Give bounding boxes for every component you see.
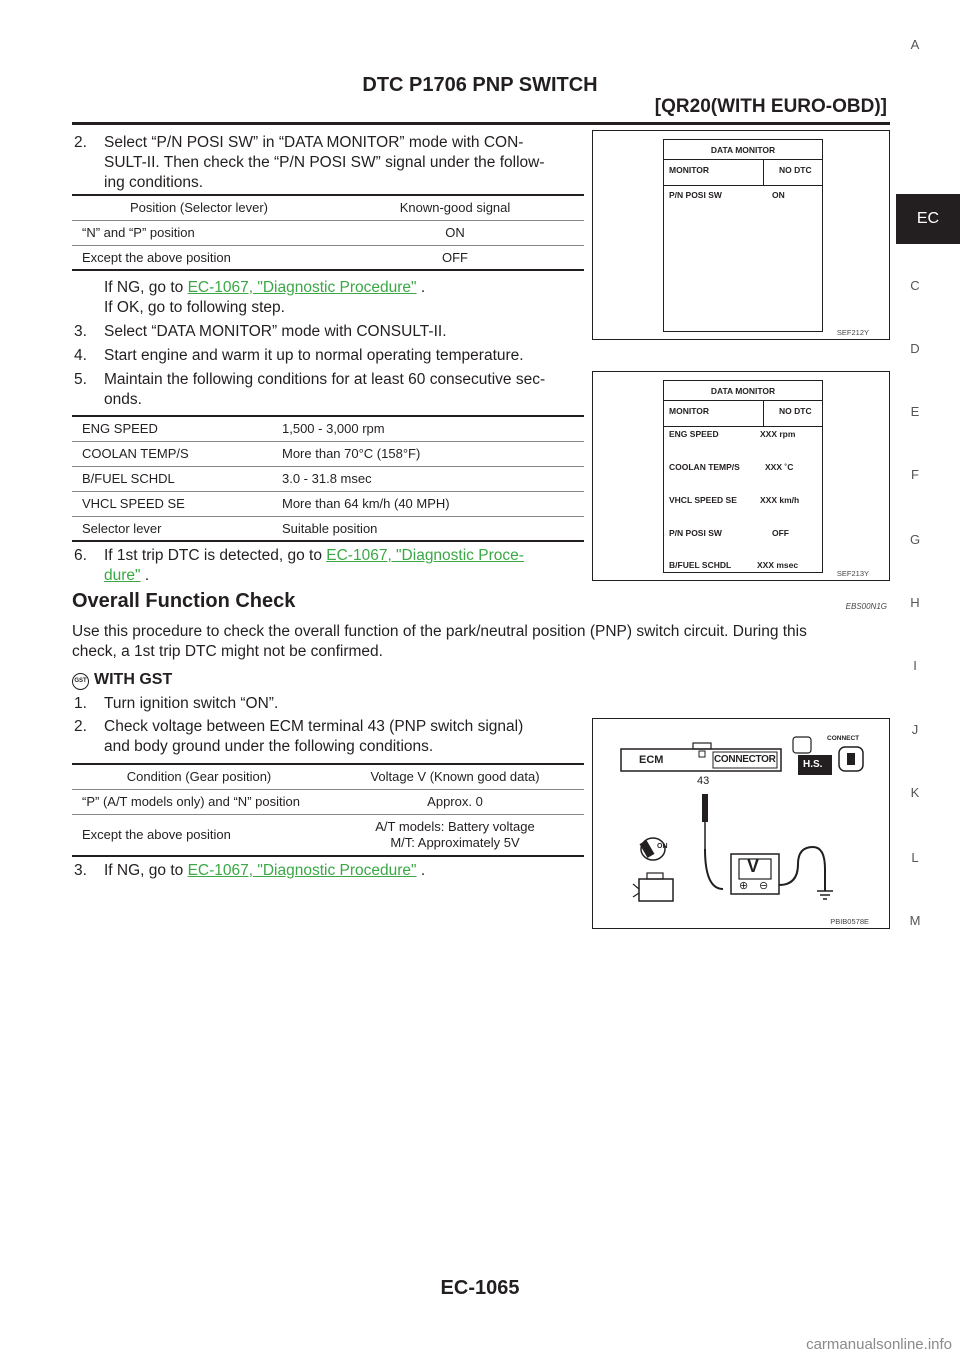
- harness-icon: [793, 737, 811, 753]
- hs-label: H.S.: [803, 759, 823, 770]
- side-tab-d[interactable]: D: [910, 341, 920, 356]
- side-tab-f[interactable]: F: [911, 467, 919, 482]
- connect-label: CONNECT: [827, 735, 860, 742]
- side-tab-l[interactable]: L: [911, 850, 919, 865]
- table-row: VHCL SPEED SE More than 64 km/h (40 MPH): [72, 491, 584, 516]
- table-row: B/FUEL SCHDL 3.0 - 31.8 msec: [72, 466, 584, 491]
- section-intro-1: Use this procedure to check the overall function of the park/neutral position (PNP) switch circuit. During this: [72, 623, 807, 640]
- step-2: 2. Select “P/N POSI SW” in “DATA MONITOR” mode with CON- SULT-II. Then check the “P/N POSI SW” signal under the follow- ing conditions.: [74, 134, 545, 191]
- side-tab-e[interactable]: E: [910, 404, 920, 419]
- probe-lead-right: [779, 847, 825, 891]
- figure-data-monitor-2: [592, 371, 890, 581]
- figure-id: SEF212Y: [836, 328, 869, 337]
- monitor-screen: DATA MONITOR MONITOR NO DTC ENG SPEED XXX rpm COOLAN TEMP/S XXX ˚C VHCL SPEED SE XXX km/h P/N POSI SW OFF B/FUEL SCHDL XXX msec: [663, 380, 823, 573]
- ok-instruction: If OK, go to following step.: [104, 299, 285, 316]
- side-tab-ec-active[interactable]: EC: [896, 194, 960, 244]
- monitor-screen: DATA MONITOR MONITOR NO DTC P/N POSI SW ON: [663, 139, 823, 332]
- diagnostic-procedure-link[interactable]: EC-1067, "Diagnostic Procedure": [187, 862, 417, 879]
- voltage-table: Condition (Gear position) Voltage V (Known good data) “P” (A/T models only) and “N” position Approx. 0 Except the above position A/T models: Battery voltage M/T: Approximately 5V: [72, 763, 584, 857]
- table-row: “N” and “P” position ON: [72, 220, 584, 245]
- table-row: ENG SPEED 1,500 - 3,000 rpm: [72, 416, 584, 441]
- engine-icon: [639, 879, 673, 901]
- side-tab-g[interactable]: G: [909, 532, 921, 547]
- ecm-label: ECM: [639, 754, 664, 766]
- diagnostic-procedure-link[interactable]: EC-1067, "Diagnostic Procedure": [187, 279, 417, 296]
- side-tab-i[interactable]: I: [913, 658, 917, 673]
- connector-tab: [693, 743, 711, 749]
- minus-terminal: ⊖: [759, 880, 769, 892]
- table-row: Except the above position OFF: [72, 245, 584, 270]
- connector-label: CONNECTOR: [714, 754, 776, 765]
- figure-data-monitor-1: [592, 130, 890, 340]
- side-tab-j[interactable]: J: [911, 722, 919, 737]
- side-tab-a[interactable]: A: [910, 37, 920, 52]
- ecm-connector-diagram: [593, 719, 891, 930]
- table-row: Except the above position A/T models: Battery voltage M/T: Approximately 5V: [72, 814, 584, 856]
- table-row: Selector lever Suitable position: [72, 516, 584, 541]
- table-row: “P” (A/T models only) and “N” position Approx. 0: [72, 789, 584, 814]
- diagnostic-procedure-link[interactable]: EC-1067, "Diagnostic Proce-: [326, 547, 524, 564]
- gst-step-1: 1. Turn ignition switch “ON”.: [74, 695, 279, 712]
- gst-step-2: 2. Check voltage between ECM terminal 43 (PNP switch signal) and body ground under the following conditions.: [74, 718, 524, 755]
- step-4: 4. Start engine and warm it up to normal operating temperature.: [74, 347, 524, 364]
- side-tab-c[interactable]: C: [910, 278, 920, 293]
- probe-lead-left: [705, 849, 723, 889]
- page-number: EC-1065: [440, 1277, 520, 1299]
- header-rule: [72, 122, 890, 125]
- section-code: EBS00N1G: [845, 602, 887, 611]
- section-intro-2: check, a 1st trip DTC might not be confirmed.: [72, 643, 383, 660]
- conditions-table: [72, 415, 584, 542]
- step-6: 6. If 1st trip DTC is detected, go to EC-1067, "Diagnostic Proce- dure" .: [74, 547, 524, 584]
- side-tab-k[interactable]: K: [910, 785, 920, 800]
- probe-tip: [702, 794, 708, 822]
- gst-step-3: 3. If NG, go to EC-1067, "Diagnostic Procedure" .: [74, 862, 426, 879]
- table-row: COOLAN TEMP/S More than 70°C (158°F): [72, 441, 584, 466]
- voltmeter-label: V: [747, 856, 760, 876]
- step-3: 3. Select “DATA MONITOR” mode with CONSULT-II.: [74, 323, 447, 340]
- section-heading: Overall Function Check: [72, 590, 296, 612]
- figure-id: PBIB0578E: [830, 917, 869, 926]
- plus-terminal: ⊕: [739, 880, 749, 892]
- gst-label: WITH GST: [94, 671, 173, 688]
- figure-id: SEF213Y: [836, 569, 869, 578]
- page-title: DTC P1706 PNP SWITCH: [362, 74, 598, 96]
- signal-table: Position (Selector lever) Known-good signal “N” and “P” position ON Except the above position OFF: [72, 194, 584, 271]
- page-subtitle: [QR20(WITH EURO-OBD)]: [654, 96, 887, 117]
- step-5: 5. Maintain the following conditions for at least 60 consecutive sec- onds.: [74, 371, 546, 408]
- watermark: carmanualsonline.info: [806, 1336, 952, 1353]
- diagnostic-procedure-link-cont[interactable]: dure": [104, 567, 141, 584]
- side-tab-h[interactable]: H: [910, 595, 920, 610]
- gst-icon: GST: [72, 673, 89, 690]
- ignition-on-label: ON: [657, 843, 668, 850]
- terminal-pin: [699, 751, 705, 757]
- side-tab-m[interactable]: M: [909, 913, 921, 928]
- ng-instruction: If NG, go to EC-1067, "Diagnostic Procedure" .: [104, 279, 426, 296]
- terminal-number: 43: [697, 775, 710, 787]
- figure-ecm-connector: [592, 718, 890, 929]
